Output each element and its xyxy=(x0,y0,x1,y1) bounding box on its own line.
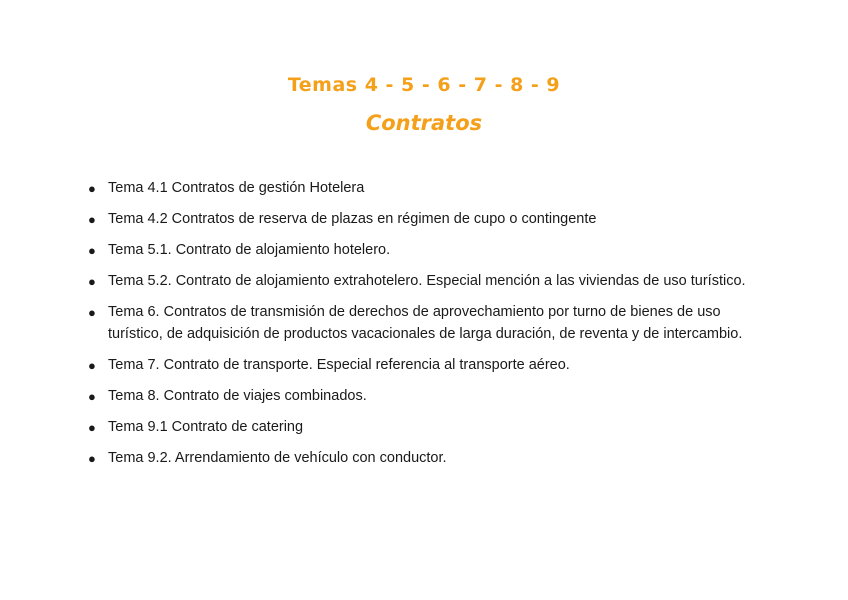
contracts-title: Contratos xyxy=(365,111,483,135)
list-item xyxy=(88,178,768,200)
list-item-text: Tema 6. Contratos de transmisión de derechos de aprovechamiento por turno de bienes de uso turístico, de adquisición de productos vacacionales de larga duración, de reventa y de intercambio. xyxy=(108,304,743,342)
bullet-icon: ● xyxy=(88,305,96,320)
list-item-text: Tema 5.2. Contrato de alojamiento extrahotelero. Especial mención a las viviendas de uso turístico. xyxy=(108,273,746,289)
list-item xyxy=(88,209,768,231)
bullet-icon: ● xyxy=(88,212,96,227)
list-item xyxy=(88,417,768,439)
bullet-icon: ● xyxy=(88,243,96,258)
list-item xyxy=(88,448,768,470)
list-item xyxy=(88,271,768,293)
list-item-text: Tema 4.2 Contratos de reserva de plazas en régimen de cupo o contingente xyxy=(108,211,597,227)
list-item xyxy=(88,302,768,345)
list-item-text: Tema 9.1 Contrato de catering xyxy=(108,418,304,435)
list-item-text: Tema 7. Contrato de transporte. Especial referencia al transporte aéreo. xyxy=(108,356,570,373)
bullet-icon: ● xyxy=(88,181,96,196)
list-item-text: Tema 4.1 Contratos de gestión Hotelera xyxy=(108,180,365,196)
list-item xyxy=(88,240,768,262)
list-item-text: Tema 5.1. Contrato de alojamiento hotelero. xyxy=(108,242,391,258)
list-item xyxy=(88,355,768,377)
bullet-icon: ● xyxy=(88,274,96,289)
list-item xyxy=(88,386,768,408)
bullet-icon: ● xyxy=(88,388,96,404)
list-item-text: Tema 9.2. Arrendamiento de vehículo con conductor. xyxy=(108,449,447,466)
bullet-icon: ● xyxy=(88,357,96,373)
bullet-icon: ● xyxy=(88,419,96,435)
bullet-icon: ● xyxy=(88,450,96,466)
topics-heading: Temas 4 - 5 - 6 - 7 - 8 - 9 xyxy=(287,74,561,96)
list-item-text: Tema 8. Contrato de viajes combinados. xyxy=(108,387,367,404)
topics-list xyxy=(88,178,768,479)
